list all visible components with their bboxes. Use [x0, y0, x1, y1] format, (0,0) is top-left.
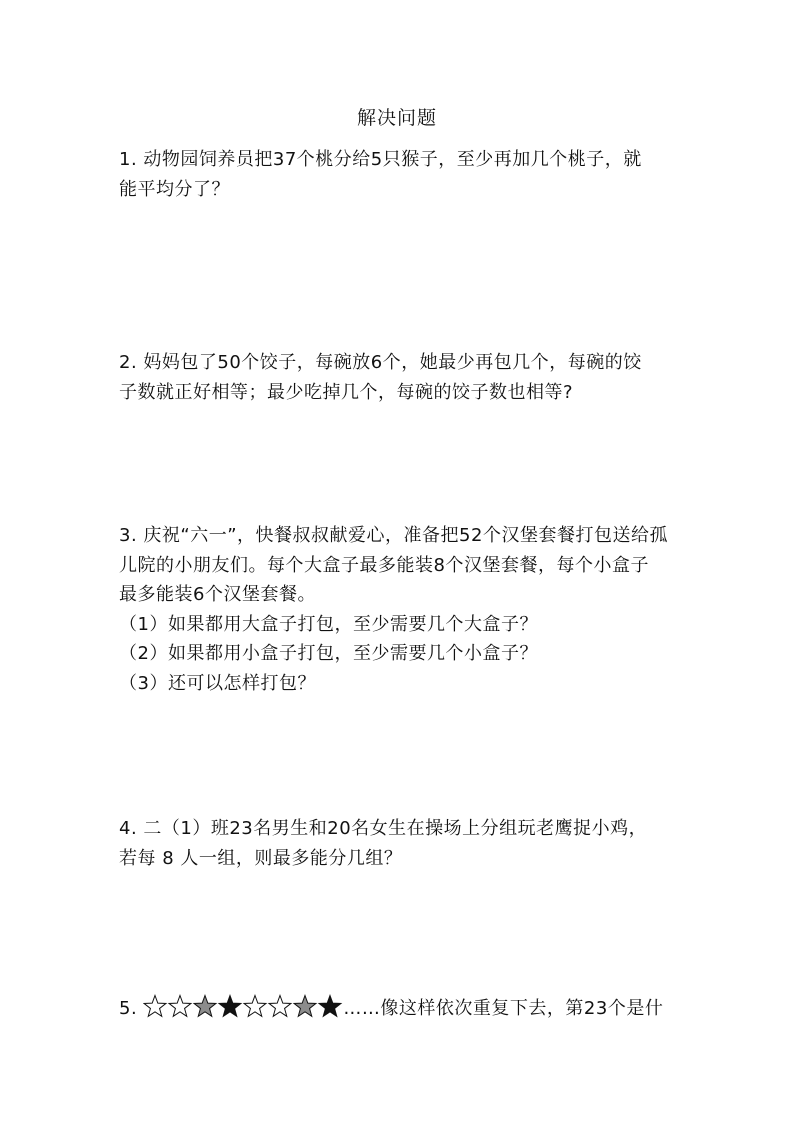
star-sequence [143, 994, 343, 1018]
black-star-icon [319, 996, 341, 1017]
question-3-line-1: 3. 庆祝“六一”，快餐叔叔献爱心，准备把52个汉堡套餐打包送给孤 [119, 525, 668, 546]
white-star-icon [269, 996, 291, 1017]
question-2-line-1: 2. 妈妈包了50个饺子，每碗放6个，她最少再包几个，每碗的饺 [119, 352, 642, 373]
white-star-icon [169, 996, 191, 1017]
gray-star-icon [294, 996, 316, 1017]
gray-star-icon [194, 996, 216, 1017]
question-3-sub-1: （1）如果都用大盒子打包，至少需要几个大盒子？ [119, 614, 538, 635]
question-3-line-3: 最多能装6个汉堡套餐。 [119, 584, 316, 605]
question-4-line-1: 4. 二（1）班23名男生和20名女生在操场上分组玩老鹰捉小鸡， [119, 818, 648, 839]
black-star-icon [219, 996, 241, 1017]
question-5-number: 5. [119, 998, 138, 1019]
question-3-line-2: 儿院的小朋友们。每个大盒子最多能装8个汉堡套餐，每个小盒子 [119, 555, 649, 576]
white-star-icon [144, 996, 166, 1017]
question-1-line-1: 1. 动物园饲养员把37个桃分给5只猴子，至少再加几个桃子，就 [119, 149, 642, 170]
question-5-text: ……像这样依次重复下去，第23个是什 [343, 998, 664, 1019]
question-3-sub-2: （2）如果都用小盒子打包，至少需要几个小盒子？ [119, 643, 538, 664]
question-1-line-2: 能平均分了？ [119, 179, 230, 200]
white-star-icon [244, 996, 266, 1017]
question-4-line-2: 若每 8 人一组，则最多能分几组？ [119, 848, 403, 869]
question-3-sub-3: （3）还可以怎样打包？ [119, 673, 316, 694]
question-5-line-1 [119, 994, 663, 1023]
star-sequence-svg [143, 994, 343, 1018]
page-title: 解决问题 [356, 107, 437, 129]
question-2-line-2: 子数就正好相等；最少吃掉几个，每碗的饺子数也相等? [119, 382, 574, 403]
